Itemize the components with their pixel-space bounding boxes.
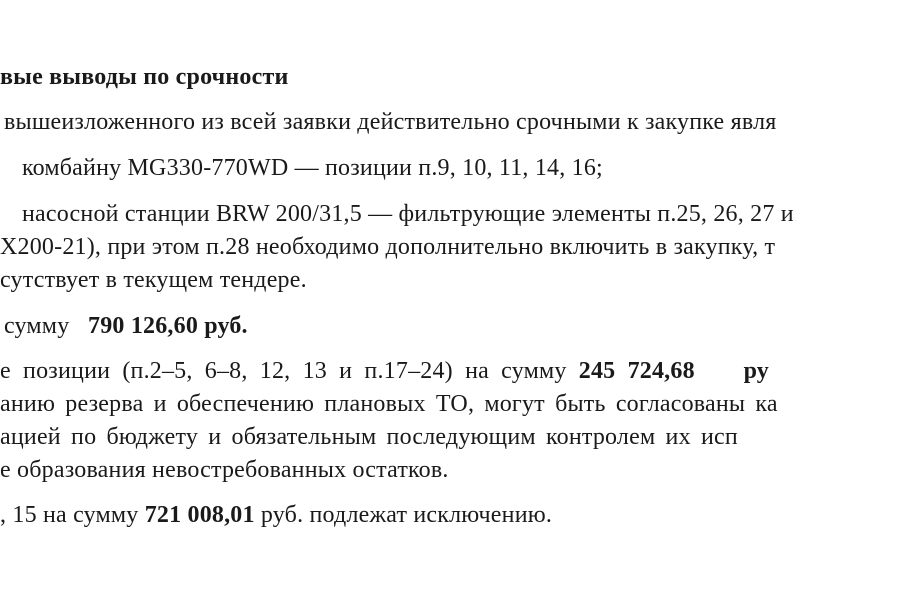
exclusion-suffix: руб. подлежат исключению. <box>260 502 553 528</box>
exclusion-sum-value: 721 008,01 <box>144 502 255 528</box>
sum-urgent-line <box>4 311 248 341</box>
sum-urgent-value: 790 126,60 руб. <box>88 313 248 339</box>
sum-urgent-prefix: сумму <box>4 313 70 339</box>
reserve-line-2: анию резерва и обеспечению плановых ТО, могут быть согласованы ка <box>0 391 778 417</box>
item-combine: комбайну MG330-770WD — позиции п.9, 10, 11, 14, 16; <box>22 155 603 181</box>
item-pump-line-2: X200-21), при этом п.28 необходимо дополнительно включить в закупку, т <box>0 234 776 260</box>
intro-text: вышеизложенного из всей заявки действительно срочными к закупке явля <box>4 109 777 135</box>
reserve-sum-value: 245 724,68 <box>578 358 695 384</box>
reserve-line-1 <box>0 356 769 386</box>
reserve-line-4: е образования невостребованных остатков. <box>0 457 449 483</box>
reserve-prefix: е позиции (п.2–5, 6–8, 12, 13 и п.17–24) на сумму <box>0 358 567 384</box>
section-heading: вые выводы по срочности <box>0 64 289 90</box>
exclusion-line <box>0 500 552 530</box>
item-pump-line-3: сутствует в текущем тендере. <box>0 267 307 293</box>
reserve-suffix: ру <box>743 358 770 384</box>
exclusion-prefix: , 15 на сумму <box>0 502 139 528</box>
item-pump-line-1: насосной станции BRW 200/31,5 — фильтрующие элементы п.25, 26, 27 и <box>22 201 794 227</box>
reserve-line-3: ацией по бюджету и обязательным последующим контролем их исп <box>0 424 738 450</box>
